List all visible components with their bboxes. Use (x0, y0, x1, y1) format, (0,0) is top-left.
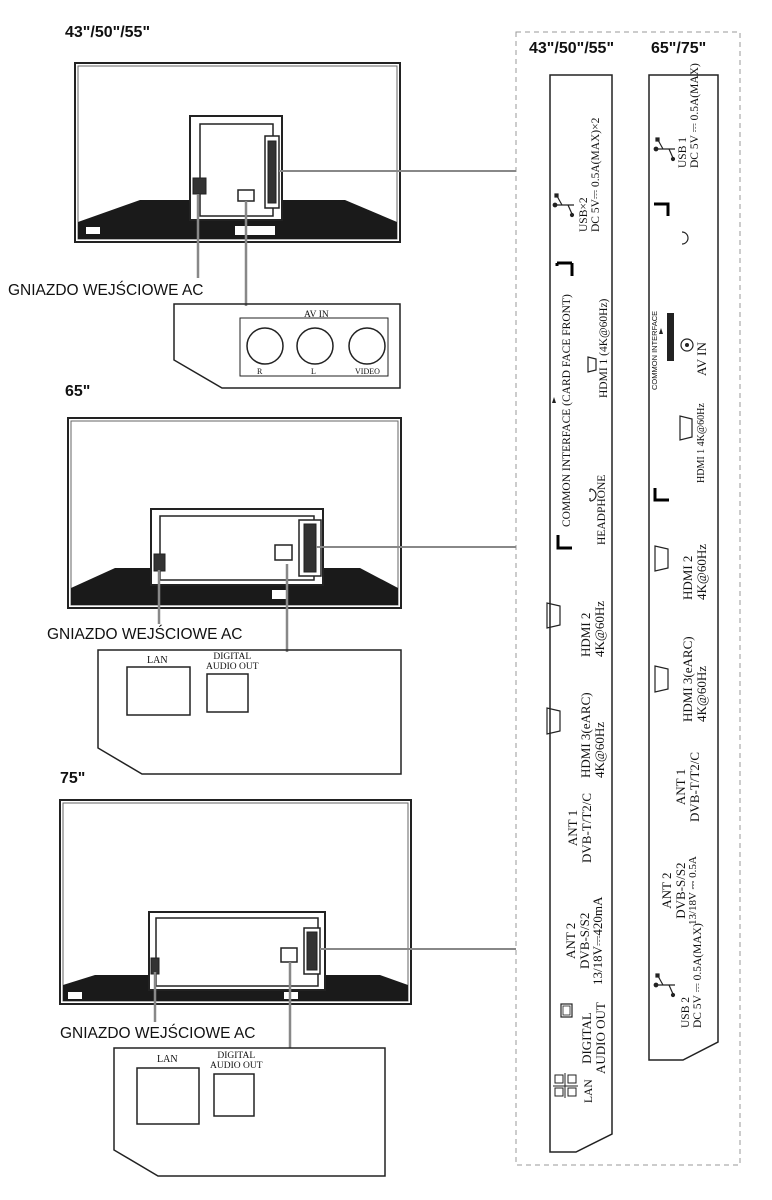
panel-a-usb-label: USB×2 DC 5V⎓ 0.5A(MAX)×2 (578, 117, 602, 232)
panel-b-hdmi1-label: HDMI 1 4K@60Hz (696, 403, 707, 483)
panel-b-hdmi3-label: HDMI 3(eARC) 4K@60Hz (680, 636, 709, 722)
panel-a-title: 43"/50"/55" (529, 40, 615, 57)
ac-inlet-label-2: GNIAZDO WEJŚCIOWE AC (47, 626, 243, 643)
panel-a-lan-label: LAN (583, 1079, 595, 1103)
panel-b-title: 65"/75" (651, 40, 707, 57)
usb-icon-a (553, 194, 574, 217)
panel-a-hdmi3-label: HDMI 3(eARC) 4K@60Hz (578, 692, 607, 778)
section-title-43-55: 43"/50"/55" (65, 24, 151, 41)
lan-icon-a (553, 1073, 578, 1098)
ac-inlet-label-1: GNIAZDO WEJŚCIOWE AC (8, 282, 204, 299)
digital-audio-out-label-65: DIGITAL AUDIO OUT (206, 652, 259, 672)
panel-b-av-in-label: AV IN (694, 342, 709, 376)
ac-inlet-label-3: GNIAZDO WEJŚCIOWE AC (60, 1025, 256, 1042)
panel-b-usb1-label: USB 1 DC 5V ⎓ 0.5A(MAX) (677, 63, 701, 168)
panel-b-hdmi2-label: HDMI 2 4K@60Hz (680, 543, 709, 600)
lan-label-65: LAN (147, 655, 168, 666)
panel-a-hdmi1-label: HDMI 1 (4K@60Hz) (598, 298, 610, 398)
panel-b-ant2-label: ANT 2 DVB-S/S2 13/18V ⎓ 0.5A (659, 856, 699, 925)
panel-a-hdmi2-label: HDMI 2 4K@60Hz (578, 600, 607, 657)
av-in-title: AV IN (304, 310, 329, 320)
panel-b-common-interface-label: COMMON INTERFACE (650, 310, 659, 390)
panel-a-ant2-label: ANT 2 DVB-S/S2 13/18V⎓420mA (563, 896, 605, 985)
section-title-65: 65" (65, 383, 91, 400)
tv-back-65 (68, 418, 401, 608)
panel-b-usb2-label: USB 2 DC 5V ⎓ 0.5A(MAX) (680, 923, 704, 1028)
av-jack-r: R (257, 367, 263, 376)
tv-back-75 (60, 800, 411, 1004)
panel-b-ant1-label: ANT 1 DVB-T/T2/C (673, 751, 702, 822)
digital-audio-out-label-75: DIGITAL AUDIO OUT (210, 1051, 263, 1071)
lan-label-75: LAN (157, 1054, 178, 1065)
av-jack-l: L (311, 367, 316, 376)
av-jack-video: VIDEO (355, 367, 380, 376)
section-title-75: 75" (60, 770, 86, 787)
panel-a-digital-audio-out-label: DIGITAL AUDIO OUT (579, 1002, 608, 1074)
panel-a-ant1-label: ANT 1 DVB-T/T2/C (565, 792, 594, 863)
panel-a-common-interface-label: COMMON INTERFACE (CARD FACE FRONT) (561, 294, 573, 527)
tv-back-43-55 (75, 63, 400, 242)
panel-a-headphone-label: HEADPHONE (596, 474, 608, 545)
